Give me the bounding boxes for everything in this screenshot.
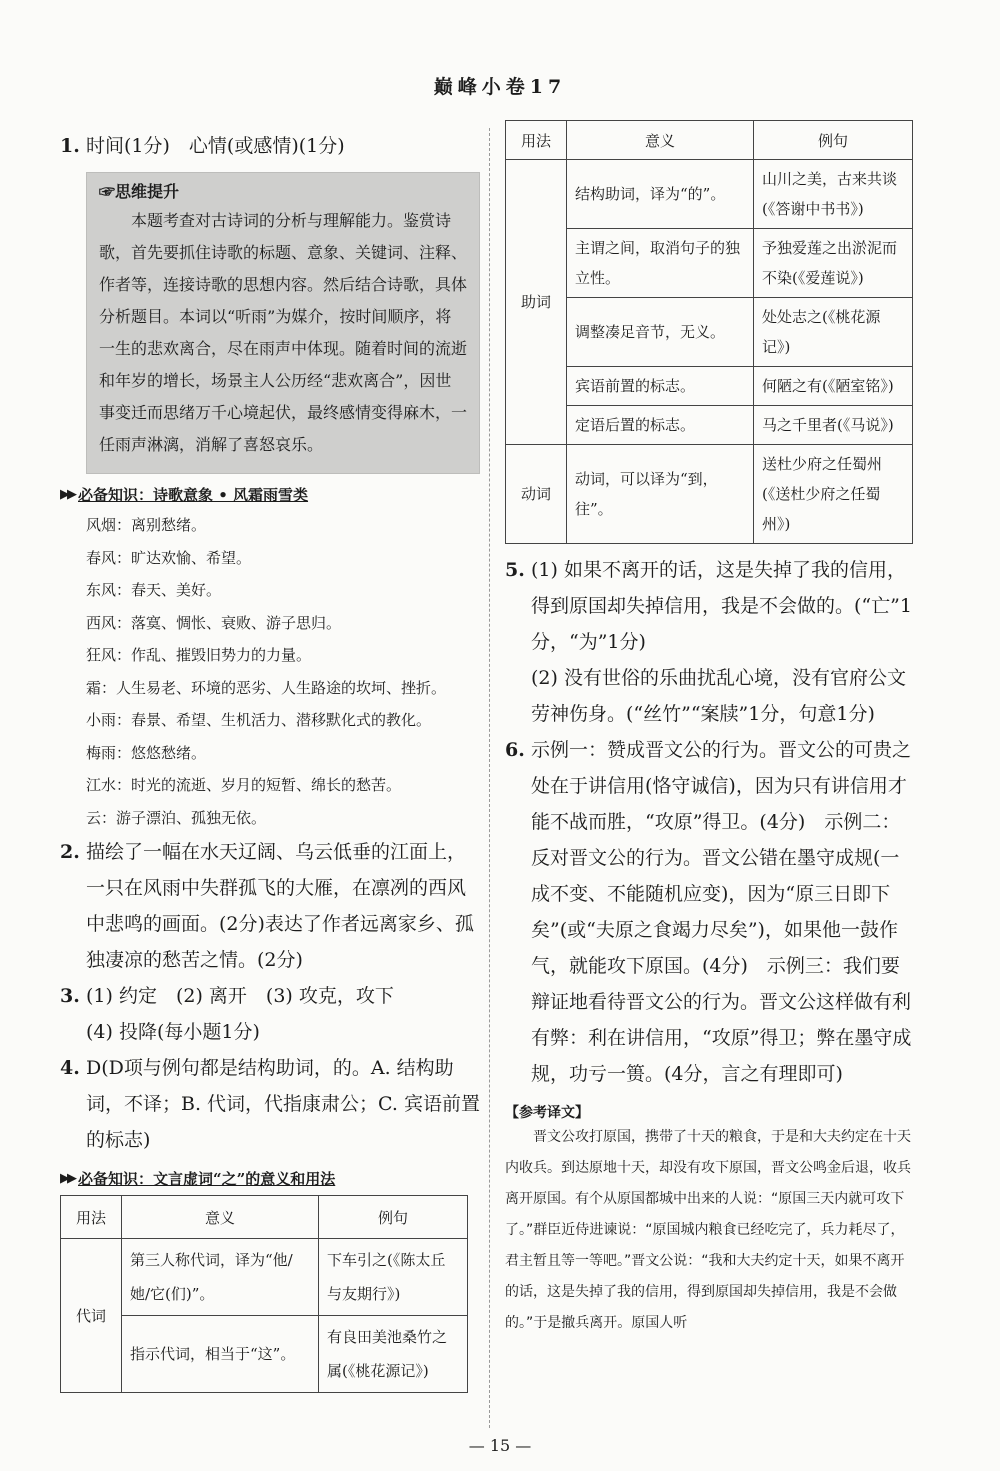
column-header: 意义	[567, 121, 754, 160]
answer-text: 描绘了一幅在水天辽阔、乌云低垂的江面上，一只在风雨中失群孤飞的大雁，在凛冽的西风中悲鸣的画面。(2分)表达了作者远离家乡、孤独凄凉的愁苦之情。(2分)	[86, 841, 474, 971]
example-cell: 处处志之(《桃花源记》)	[754, 298, 913, 367]
list-item: 狂风：作乱、摧毁旧势力的力量。	[86, 646, 312, 664]
table-row	[506, 160, 913, 229]
column-header: 例句	[754, 121, 913, 160]
thumb-icon: ☞	[99, 182, 116, 201]
group-cell: 动词	[506, 445, 567, 544]
list-item: 东风：春天、美好。	[86, 581, 222, 599]
answer-text: 示例一：赞成晋文公的行为。晋文公的可贵之处在于讲信用(恪守诚信)，因为只有讲信用才能不战而胜，“攻原”得卫。(4分) 示例二：反对晋文公的行为。晋文公错在墨守成规(一成不变、不能随机应变)，因为“原三日即下矣”(或“夫原之食竭力尽矣”)，如果他一鼓作气，就能攻下原国。(4分) 示例三：我们要辩证地看待晋文公的行为。晋文公这样做有利有弊：利在讲信用，“攻原”得卫；弊在墨守成规，功亏一篑。(4分，言之有理即可)	[531, 739, 912, 1085]
table-header-row	[61, 1196, 468, 1239]
answer-text: (1) 如果不离开的话，这是失掉了我的信用，得到原国却失掉信用，我是不会做的。(“亡”1分，“为”1分)	[531, 559, 912, 653]
table-row	[506, 298, 913, 367]
list-item: 云：游子漂泊、孤独无依。	[86, 808, 267, 827]
example-cell: 有良田美池桑竹之属(《桃花源记》)	[319, 1316, 468, 1393]
knowledge-list	[86, 509, 480, 834]
column-header: 用法	[61, 1196, 122, 1239]
table-row	[61, 1316, 468, 1393]
question-3	[60, 978, 480, 1014]
thinking-box-body: 本题考查对古诗词的分析与理解能力。鉴赏诗歌，首先要抓住诗歌的标题、意象、关键词、注释、作者等，连接诗歌的思想内容。然后结合诗歌，具体分析题目。本词以“听雨”为媒介，按时间顺序，将一生的悲欢离合，尽在雨声中体现。随着时间的流逝和年岁的增长，场景主人公历经“悲欢离合”，因世事变迁而思绪万千心境起伏，最终感情变得麻木，一任雨声淋漓，消解了喜怒哀乐。	[99, 211, 468, 454]
column-header: 例句	[319, 1196, 468, 1239]
list-item: 小雨：春景、希望、生机活力、潜移默化式的教化。	[86, 711, 432, 729]
table-row	[506, 445, 913, 544]
question-2	[60, 834, 480, 978]
list-item: 霜：人生易老、环境的恶劣、人生路途的坎坷、挫折。	[86, 678, 447, 697]
usage-table-continued	[505, 120, 913, 544]
list-item: 西风：落寞、惆怅、衰败、游子思归。	[86, 613, 342, 632]
table-row	[506, 229, 913, 298]
meaning-cell: 调整凑足音节，无义。	[567, 298, 754, 367]
list-item: 风烟：离别愁绪。	[86, 516, 207, 534]
example-cell: 何陋之有(《陋室铭》)	[754, 367, 913, 406]
thinking-box	[86, 172, 480, 474]
table-row	[61, 1239, 468, 1316]
double-arrow-icon: ▶▶	[60, 487, 74, 502]
example-cell: 山川之美，古来共谈(《答谢中书书》)	[754, 160, 913, 229]
right-column	[505, 120, 915, 1339]
meaning-cell: 结构助词，译为“的”。	[567, 160, 754, 229]
list-item: 江水：时光的流逝、岁月的短暂、绵长的愁苦。	[86, 776, 402, 794]
question-number: 2.	[60, 841, 80, 863]
page-title: 巅峰小卷17	[433, 76, 567, 98]
table-row	[506, 367, 913, 406]
question-1	[60, 128, 480, 164]
knowledge-heading: ▶▶ 必备知识：诗歌意象 • 风霜雨雪类	[60, 486, 309, 504]
question-number: 1.	[60, 135, 80, 157]
table-header-row	[506, 121, 913, 160]
list-item: 梅雨：悠悠愁绪。	[86, 743, 207, 762]
meaning-cell: 第三人称代词，译为“他/她/它(们)”。	[122, 1239, 319, 1316]
meaning-cell: 定语后置的标志。	[567, 406, 754, 445]
example-cell: 下车引之(《陈太丘与友期行》)	[319, 1239, 468, 1316]
thinking-box-heading: ☞思维提升	[99, 182, 180, 201]
question-number: 5.	[505, 559, 525, 581]
meaning-cell: 宾语前置的标志。	[567, 367, 754, 406]
group-cell: 代词	[61, 1239, 122, 1393]
meaning-cell: 指示代词，相当于“这”。	[122, 1316, 319, 1393]
column-header: 意义	[122, 1196, 319, 1239]
question-6	[505, 732, 915, 1092]
double-arrow-icon: ▶▶	[60, 1171, 74, 1186]
meaning-cell: 主谓之间，取消句子的独立性。	[567, 229, 754, 298]
usage-table	[60, 1195, 468, 1393]
column-header: 用法	[506, 121, 567, 160]
example-cell: 马之千里者(《马说》)	[754, 406, 913, 445]
page-number: — 15 —	[468, 1436, 532, 1455]
reference-translation-heading: 【参考译文】	[505, 1105, 589, 1121]
question-number: 3.	[60, 985, 80, 1007]
left-column	[60, 128, 480, 1393]
table-row	[506, 406, 913, 445]
reference-translation-text: 晋文公攻打原国，携带了十天的粮食，于是和大夫约定在十天内收兵。到达原地十天，却没有攻下原国，晋文公鸣金后退，收兵离开原国。有个从原国都城中出来的人说：“原国三天内就可攻下了。”群臣近侍进谏说：“原国城内粮食已经吃完了，兵力耗尽了，君主暂且等一等吧。”晋文公说：“我和大夫约定十天，如果不离开的话，这是失掉了我的信用，得到原国却失掉信用，我是不会做的。”于是撤兵离开。原国人听	[505, 1129, 911, 1331]
meaning-cell: 动词，可以译为“到，往”。	[567, 445, 754, 544]
question-number: 4.	[60, 1057, 80, 1079]
group-cell: 助词	[506, 160, 567, 445]
knowledge-heading: ▶▶ 必备知识：文言虚词“之”的意义和用法	[60, 1170, 336, 1188]
column-divider	[489, 128, 490, 1428]
answer-line: (1) 约定 (2) 离开 (3) 攻克，攻下	[86, 985, 394, 1007]
question-number: 6.	[505, 739, 525, 761]
answer-text: 时间(1分) 心情(或感情)(1分)	[86, 135, 345, 157]
example-cell: 送杜少府之任蜀州(《送杜少府之任蜀州》)	[754, 445, 913, 544]
answer-text: D(D项与例句都是结构助词，的。A. 结构助词，不译；B. 代词，代指康肃公；C. 宾语前置的标志)	[86, 1057, 480, 1151]
example-cell: 予独爱莲之出淤泥而不染(《爱莲说》)	[754, 229, 913, 298]
question-5	[505, 552, 915, 732]
question-3-line2: (4) 投降(每小题1分)	[86, 1021, 260, 1043]
question-4	[60, 1050, 480, 1158]
answer-text: (2) 没有世俗的乐曲扰乱心境，没有官府公文劳神伤身。(“丝竹”“案牍”1分，句意1分)	[531, 667, 906, 725]
list-item: 春风：旷达欢愉、希望。	[86, 548, 252, 567]
